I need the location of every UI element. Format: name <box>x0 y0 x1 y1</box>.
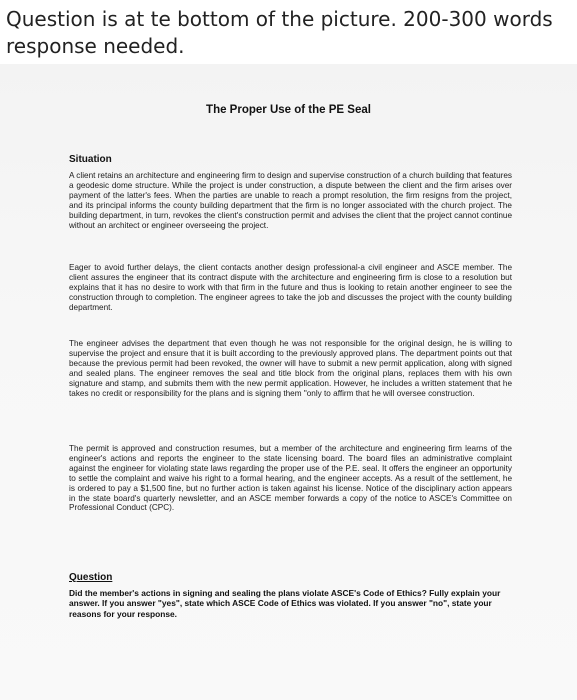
paragraph-1: A client retains an architecture and engineering firm to design and supervise construction of a church building that features a geodesic dome structure. While the project is under construction, a dispute between the client and the firm arises over payment of the latter's fees. When the parties are unable to reach a prompt resolution, the firm resigns from the project, and its principal informs the county building department that the firm is no longer associated with the church project. The building department, in turn, revokes the client's construction permit and advises the client that the project cannot continue without an architect or engineer overseeing the project. <box>69 171 512 230</box>
question-text: Did the member's actions in signing and sealing the plans violate ASCE's Code of Ethics? Fully explain your answer. If you answer "yes", state which ASCE Code of Ethics was violated. If you answer "no", state your reasons for your response. <box>69 588 501 619</box>
paragraph-2: Eager to avoid further delays, the client contacts another design professional-a civil engineer and ASCE member. The client assures the engineer that its contract dispute with the architecture and engineering firm is close to a resolution but explains that it has no desire to work with that firm in the future and thus is looking to retain another engineer to see the construction through to completion. The engineer agrees to take the job and discusses the project with the county building department. <box>69 263 512 312</box>
question-prompt: Question is at te bottom of the picture. 200-300 words response needed. <box>6 7 553 58</box>
paragraph-4: The permit is approved and construction resumes, but a member of the architecture and engineering firm learns of the engineer's actions and reports the engineer to the state licensing board. The board files an administrative complaint against the engineer for violating state laws regarding the proper use of the P.E. seal. It offers the engineer an opportunity to settle the complaint and waive his right to a formal hearing, and the engineer accepts. As a result of the settlement, he is ordered to pay a $1,500 fine, but no further action is taken against his license. Notice of the disciplinary action appears in the state board's quarterly newsletter, and an ASCE member forwards a copy of the notice to ASCE's Committee on Professional Conduct (CPC). <box>69 444 512 513</box>
question-heading: Question <box>69 572 113 583</box>
document-page <box>0 64 577 700</box>
document-title: The Proper Use of the PE Seal <box>206 104 371 116</box>
paragraph-3: The engineer advises the department that even though he was not responsible for the original design, he is willing to supervise the project and ensure that it is built according to the previously approved plans. The department points out that because the previous permit had been revoked, the owner will have to submit a new permit application, along with signed and sealed plans. The engineer removes the seal and title block from the original plans, replaces them with his own signature and stamp, and submits them with the new permit application. However, he includes a written statement that he takes no credit or responsibility for the plans and is signing them "only to affirm that he will oversee construction. <box>69 339 512 398</box>
situation-heading: Situation <box>69 154 112 165</box>
